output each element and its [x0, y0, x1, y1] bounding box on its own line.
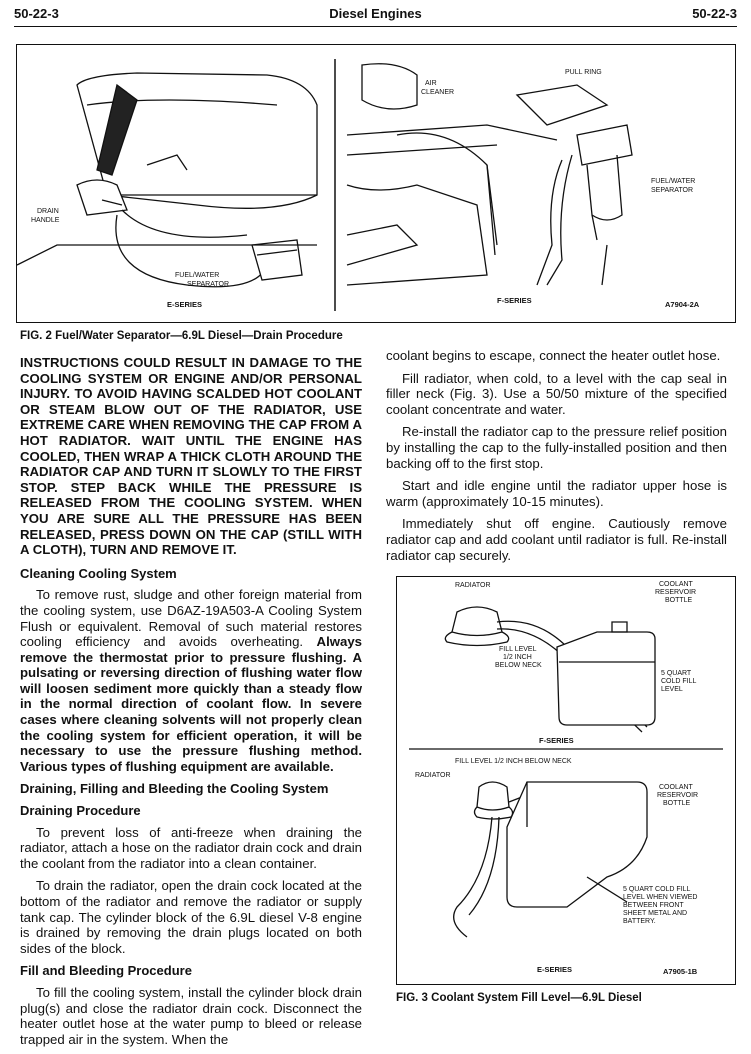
heading-fill: Fill and Bleeding Procedure — [20, 963, 192, 979]
paragraph-right-4: Start and idle engine until the radiator upper hose is warm (approximately 10-15 minutes). — [386, 478, 727, 509]
f-series-sketch — [347, 64, 632, 285]
label-top-reservoir-1: COOLANT — [659, 581, 693, 588]
figure-3 — [396, 576, 736, 985]
label-top-fill-1: FILL LEVEL — [499, 646, 537, 653]
left-column — [20, 355, 362, 1054]
label-bottom-reservoir-3: BOTTLE — [663, 800, 691, 807]
figure-2 — [16, 44, 736, 323]
label-air-cleaner-2: CLEANER — [421, 89, 455, 96]
label-air-cleaner-1: AIR — [425, 80, 437, 87]
f-series-coolant-sketch — [445, 607, 655, 732]
label-fig2-code: A7904-2A — [665, 300, 700, 309]
label-bottom-radiator: RADIATOR — [415, 772, 451, 779]
paragraph-drain-1: To prevent loss of anti-freeze when draining the radiator, attach a hose on the radiator drain cock and drain the coolant from the radiator into a clean container. — [20, 824, 362, 871]
label-top-fill-2: 1/2 INCH — [503, 654, 532, 661]
label-drain-handle-1: DRAIN — [37, 208, 59, 215]
label-drain-handle-2: HANDLE — [31, 217, 60, 224]
label-top-reservoir-3: BOTTLE — [665, 597, 693, 604]
e-series-sketch — [17, 73, 317, 287]
figure-3-illustration — [397, 577, 735, 984]
page-header — [14, 6, 737, 24]
label-bottom-reservoir-1: COOLANT — [659, 784, 693, 791]
label-bottom-reservoir-2: RESERVOIR — [657, 792, 699, 799]
paragraph-right-2: Fill radiator, when cold, to a level with the cap seal in filler neck (Fig. 3). Use a 50/50 mixture of the specified coolant concentrate and water. — [386, 370, 727, 417]
label-bottom-fill-level: FILL LEVEL 1/2 INCH BELOW NECK — [455, 758, 572, 765]
label-left-separator-1: FUEL/WATER — [175, 272, 220, 279]
label-fig3-code: A7905-1B — [663, 967, 698, 976]
label-top-reservoir-2: RESERVOIR — [655, 589, 697, 596]
page-number-left: 50-22-3 — [14, 6, 59, 21]
label-top-quart-2: COLD FILL — [661, 678, 697, 685]
paragraph-cleaning — [20, 587, 362, 774]
label-bottom-quart-1: 5 QUART COLD FILL — [623, 886, 691, 893]
label-top-quart-1: 5 QUART — [661, 670, 692, 677]
right-column — [386, 348, 727, 570]
heading-draining: Draining Procedure — [20, 803, 141, 819]
label-pull-ring: PULL RING — [565, 69, 602, 76]
label-e-series: E-SERIES — [167, 300, 203, 309]
figure-3-caption: FIG. 3 Coolant System Fill Level—6.9L Diesel — [396, 992, 642, 1004]
figure-2-caption: FIG. 2 Fuel/Water Separator—6.9L Diesel—Drain Procedure — [20, 330, 343, 342]
label-f-series: F-SERIES — [497, 296, 532, 305]
label-right-separator-1: FUEL/WATER — [651, 178, 696, 185]
e-series-coolant-sketch — [454, 782, 647, 937]
paragraph-cleaning-plain: To remove rust, sludge and other foreign material from the cooling system, use D6AZ-19A503-A Cooling System Flush or equivalent. Removal of such material restores cooling efficiency and avoids overheating. — [20, 587, 362, 650]
label-top-radiator: RADIATOR — [455, 582, 491, 589]
label-bottom-quart-5: BATTERY. — [623, 918, 656, 925]
label-bottom-quart-3: BETWEEN FRONT — [623, 902, 684, 909]
paragraph-right-5: Immediately shut off engine. Cautiously remove radiator cap and add coolant until radiator is full. Re-install radiator cap securely. — [386, 516, 727, 563]
label-right-separator-2: SEPARATOR — [651, 187, 694, 194]
label-top-series: F-SERIES — [539, 736, 574, 745]
paragraph-fill-1: To fill the cooling system, install the cylinder block drain plug(s) and close the radiator drain cock. Disconnect the heater outlet hose at the water pump to bleed or release trapped air in the system. When the — [20, 984, 362, 1047]
label-bottom-quart-2: LEVEL WHEN VIEWED — [623, 894, 698, 901]
paragraph-drain-2: To drain the radiator, open the drain cock located at the bottom of the radiator and remove the radiator or supply tank cap. The cylinder block of the 6.9L diesel V-8 engine is drained by removing the drain plugs located on both sides of the block. — [20, 878, 362, 956]
paragraph-right-1: coolant begins to escape, connect the heater outlet hose. — [386, 348, 721, 363]
page-number-right: 50-22-3 — [692, 6, 737, 21]
label-top-quart-3: LEVEL — [661, 686, 683, 693]
header-rule — [14, 26, 737, 27]
heading-draining-filling: Draining, Filling and Bleeding the Cooling System — [20, 781, 329, 797]
label-bottom-quart-4: SHEET METAL AND — [623, 910, 688, 917]
label-left-separator-2: SEPARATOR — [187, 281, 230, 288]
label-top-fill-3: BELOW NECK — [495, 662, 542, 669]
paragraph-cleaning-bold: Always remove the thermostat prior to pressure flushing. A pulsating or reversing direction of flushing water flow will loosen sediment more quickly than a steady flow in the normal direction of coolant flow. In severe cases where cleaning solvents will not properly clean the cooling system for efficient operation, it will be necessary to use the pressure flushing method. Various types of flushing equipment are available. — [20, 634, 362, 774]
paragraph-right-3: Re-install the radiator cap to the pressure relief position by installing the cap to the fully-installed position and then backing off to the first stop. — [386, 424, 727, 471]
heading-cleaning: Cleaning Cooling System — [20, 565, 177, 581]
page-title: Diesel Engines — [329, 6, 422, 21]
figure-2-illustration — [17, 45, 735, 322]
label-bottom-series: E-SERIES — [537, 965, 573, 974]
warning-text: INSTRUCTIONS COULD RESULT IN DAMAGE TO THE COOLING SYSTEM OR ENGINE AND/OR PERSONAL INJURY. TO AVOID HAVING SCALDED HOT COOLANT OR STEAM BLOW OUT OF THE RADIATOR, USE EXTREME CARE WHEN REMOVING THE CAP FROM A HOT RADIATOR. WAIT UNTIL THE ENGINE HAS COOLED, THEN WRAP A THICK CLOTH AROUND THE RADIATOR CAP AND TURN IT SLOWLY TO THE FIRST STOP. STEP BACK WHILE THE PRESSURE IS RELEASED FROM THE COOLING SYSTEM. WHEN YOU ARE SURE ALL THE PRESSURE HAS BEEN RELEASED, PRESS DOWN ON THE CAP (STILL WITH A CLOTH), TURN AND REMOVE IT. — [20, 355, 362, 558]
